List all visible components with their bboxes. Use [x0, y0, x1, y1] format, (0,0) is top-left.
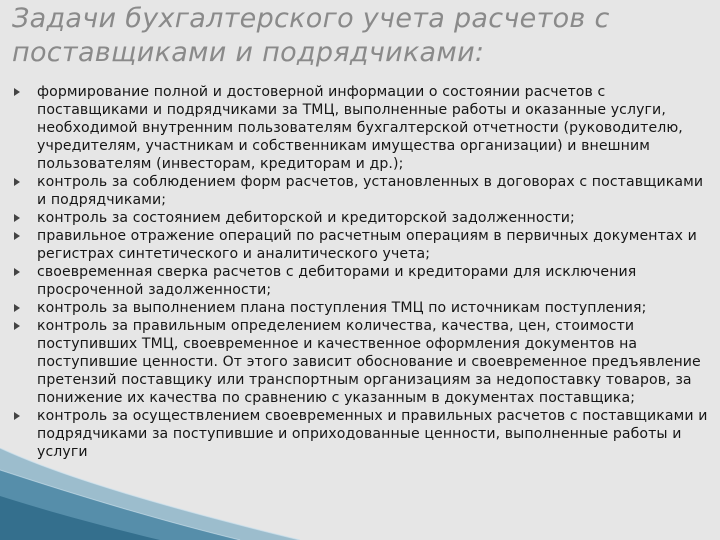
triangle-bullet-icon: [14, 232, 20, 240]
triangle-bullet-icon: [14, 268, 20, 276]
list-item: [14, 317, 714, 407]
list-item: [14, 173, 714, 209]
bullet-text: контроль за выполнением плана поступления ТМЦ по источникам поступления;: [37, 300, 647, 316]
bullet-text: контроль за правильным определением количества, качества, цен, стоимости поступивших ТМЦ, своевременное и качественное оформления документов на поступившие ценности. От этого зависит обоснование и своевременное предъявление претензий поставщику или транспортным организациям за недопоставку товаров, за понижение их качества по сравнению с указанным в документах поставщика;: [37, 318, 701, 406]
title-line-2: поставщиками и подрядчиками:: [12, 37, 485, 68]
triangle-bullet-icon: [14, 304, 20, 312]
list-item: [14, 209, 714, 227]
bullet-text: своевременная сверка расчетов с дебиторами и кредиторами для исключения просроченной задолженности;: [37, 264, 637, 298]
triangle-bullet-icon: [14, 214, 20, 222]
list-item: [14, 299, 714, 317]
title-line-1: Задачи бухгалтерского учета расчетов с: [12, 3, 610, 34]
triangle-bullet-icon: [14, 178, 20, 186]
list-item: [14, 263, 714, 299]
bullet-text: контроль за состоянием дебиторской и кредиторской задолженности;: [37, 210, 575, 226]
bullet-text: контроль за осуществлением своевременных и правильных расчетов с поставщиками и подрядчиками за поступившие и оприходованные ценности, выполненные работы и услуги: [37, 408, 708, 460]
list-item: [14, 83, 714, 173]
bullet-list: [14, 83, 714, 461]
bullet-text: формирование полной и достоверной информации о состоянии расчетов с поставщиками и подрядчиками за ТМЦ, выполненные работы и оказанные услуги, необходимой внутренним пользователям бухгалтерской отчетности (руководителю, учредителям, участникам и собственникам имущества организации) и внешним пользователям (инвесторам, кредиторам и др.);: [37, 84, 683, 172]
list-item: [14, 227, 714, 263]
triangle-bullet-icon: [14, 322, 20, 330]
slide-title: [12, 2, 712, 70]
corner-wave-decoration: [0, 448, 300, 540]
bullet-text: правильное отражение операций по расчетным операциям в первичных документах и регистрах синтетического и аналитического учета;: [37, 228, 697, 262]
bullet-text: контроль за соблюдением форм расчетов, установленных в договорах с поставщиками и подрядчиками;: [37, 174, 704, 208]
triangle-bullet-icon: [14, 88, 20, 96]
triangle-bullet-icon: [14, 412, 20, 420]
